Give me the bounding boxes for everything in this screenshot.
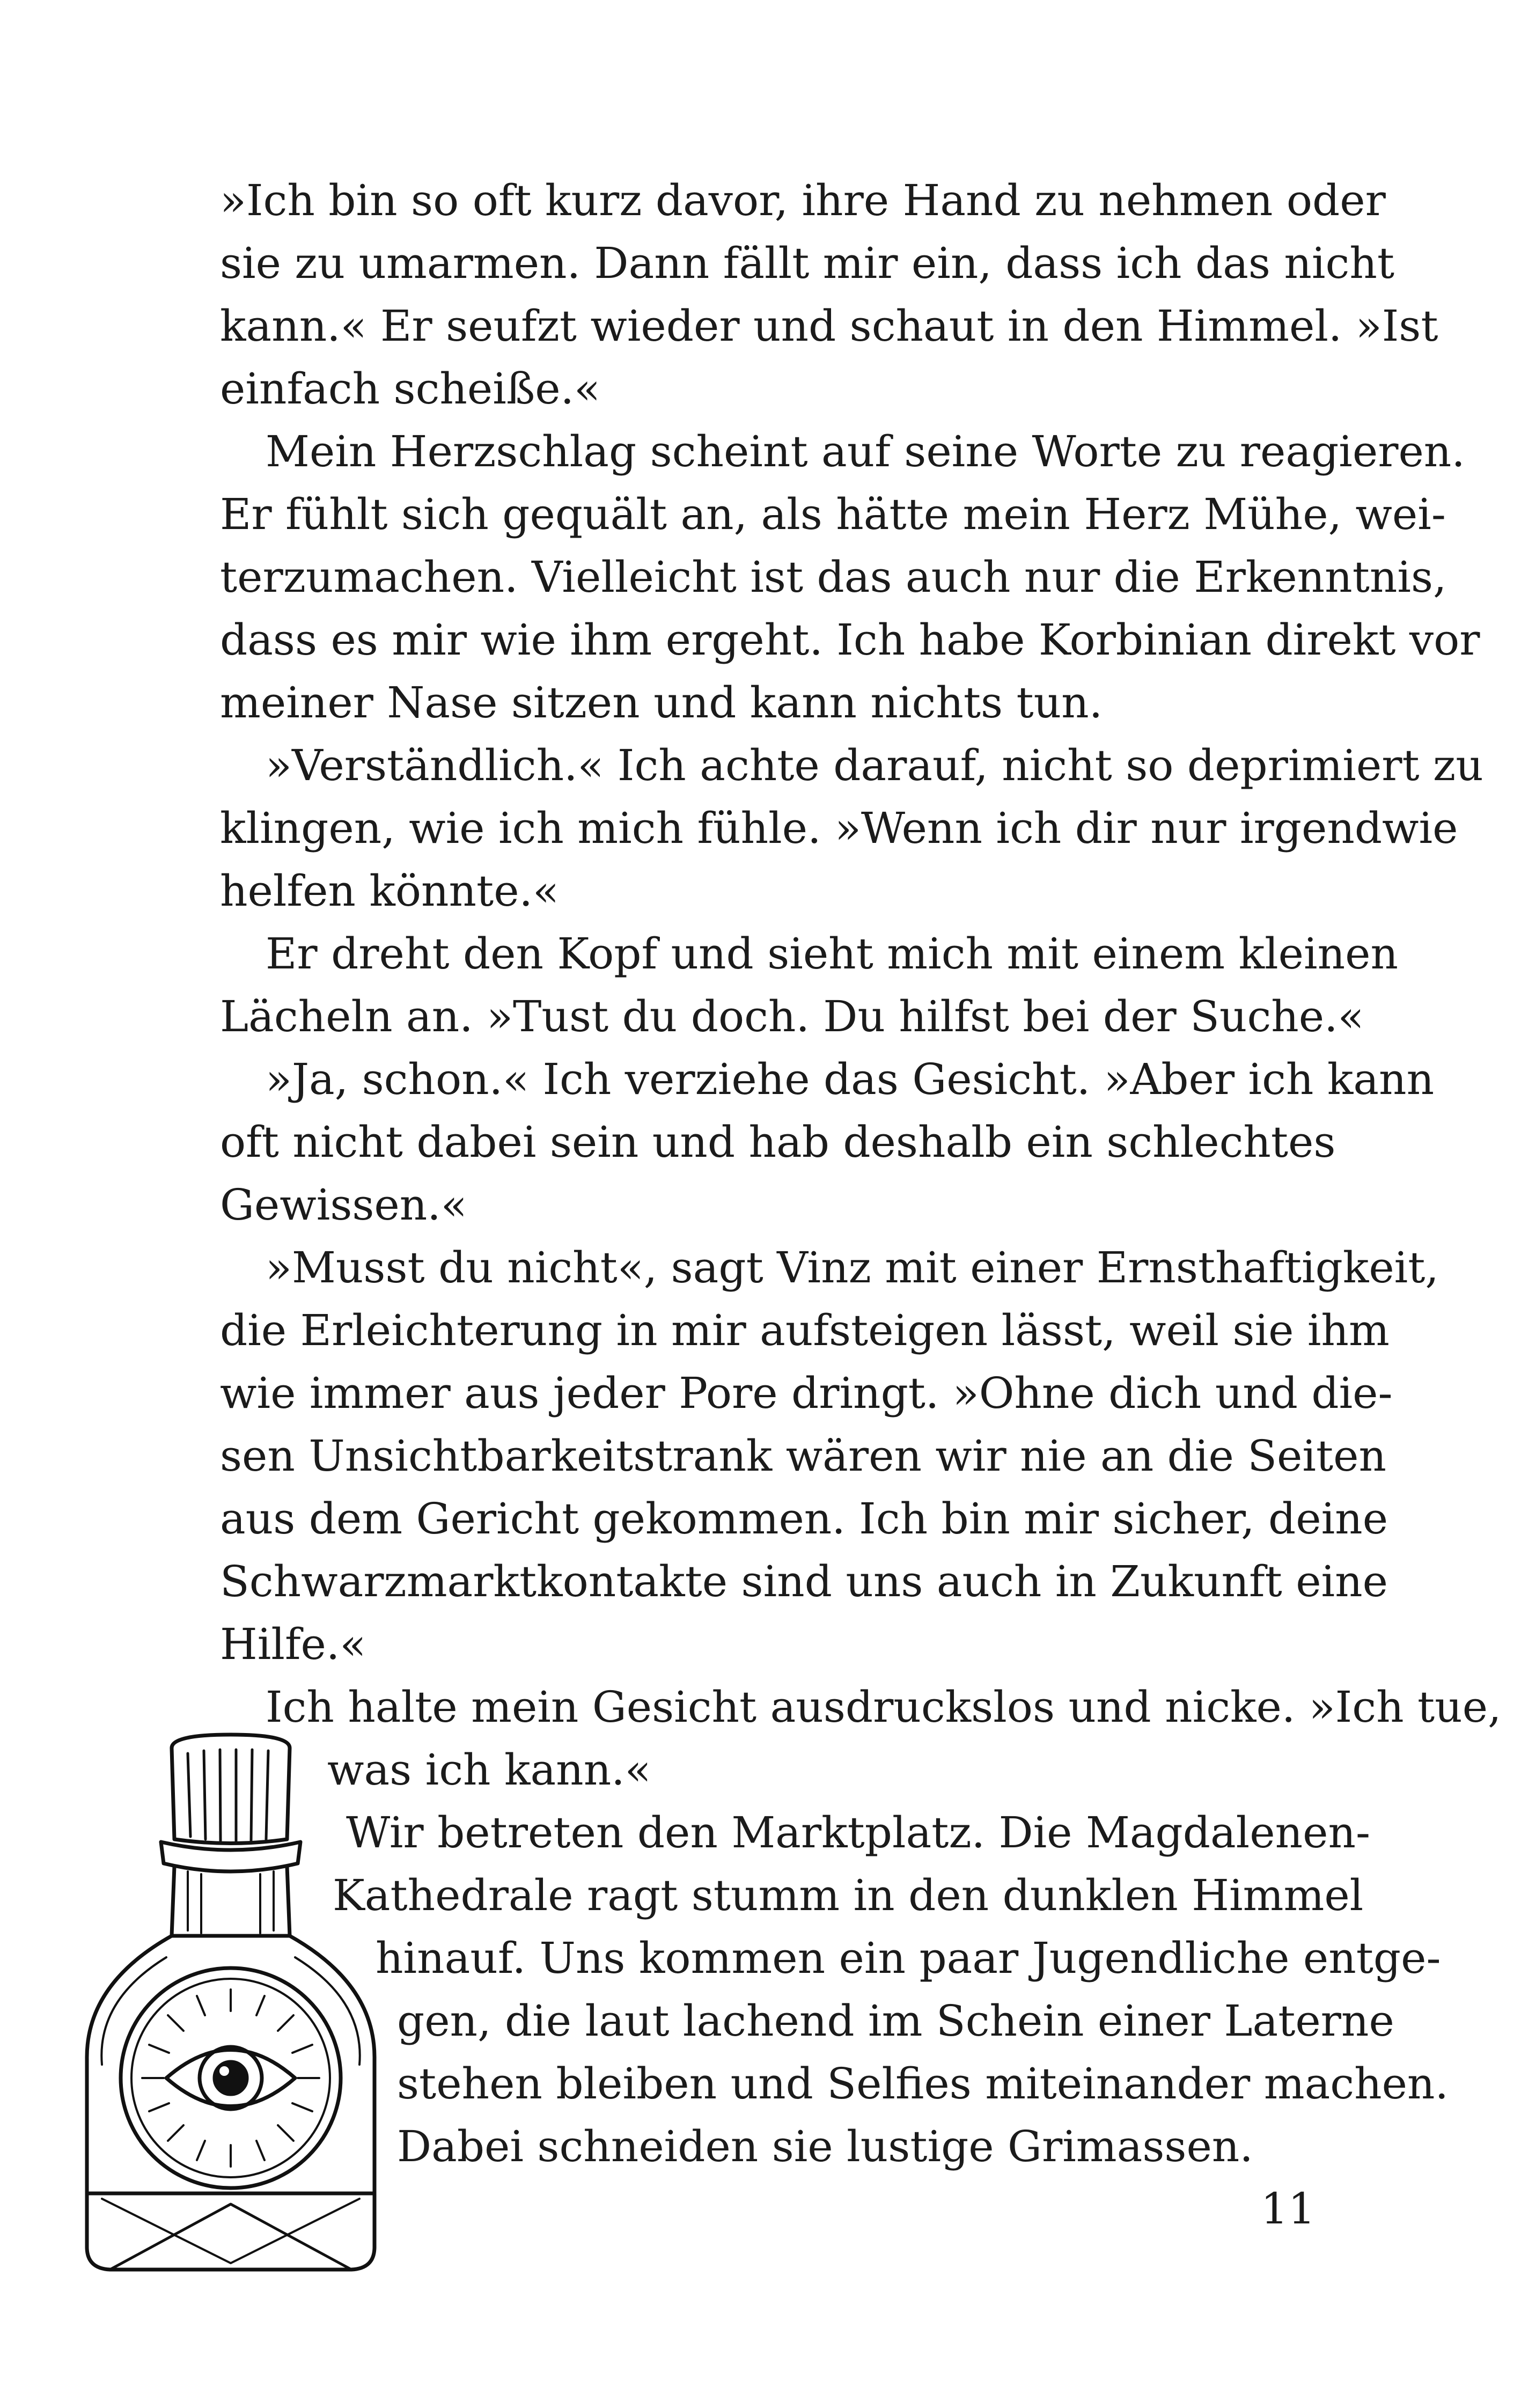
text-line: gen, die laut lachend im Schein einer Laterne: [397, 1996, 1394, 2046]
text-line: Hilfe.«: [220, 1619, 366, 1669]
text-line: was ich kann.«: [327, 1745, 651, 1795]
text-line: Wir betreten den Marktplatz. Die Magdalenen-: [346, 1808, 1371, 1858]
text-line: hinauf. Uns kommen ein paar Jugendliche entge-: [376, 1933, 1441, 1983]
text-line: Lächeln an. »Tust du doch. Du hilfst bei der Suche.«: [220, 992, 1364, 1041]
text-line: »Verständlich.« Ich achte darauf, nicht so deprimiert zu: [266, 740, 1483, 790]
text-line: Kathedrale ragt stumm in den dunklen Himmel: [333, 1870, 1364, 1920]
text-line: Ich halte mein Gesicht ausdruckslos und nicke. »Ich tue,: [266, 1682, 1502, 1732]
text-line: Schwarzmarktkontakte sind uns auch in Zukunft eine: [220, 1557, 1388, 1606]
text-line: »Ich bin so oft kurz davor, ihre Hand zu nehmen oder: [220, 175, 1386, 225]
text-line: stehen bleiben und Selfies miteinander machen.: [397, 2059, 1449, 2109]
potion-bottle-eye-icon: [80, 1732, 381, 2274]
text-line: sie zu umarmen. Dann fällt mir ein, dass ich das nicht: [220, 238, 1394, 288]
page-number: 11: [1261, 2184, 1316, 2234]
text-line: Mein Herzschlag scheint auf seine Worte zu reagieren.: [266, 427, 1465, 476]
text-line: klingen, wie ich mich fühle. »Wenn ich dir nur irgendwie: [220, 803, 1458, 853]
text-line: wie immer aus jeder Pore dringt. »Ohne dich und die-: [220, 1368, 1393, 1418]
text-line: helfen könnte.«: [220, 866, 559, 916]
text-line: Er dreht den Kopf und sieht mich mit einem kleinen: [266, 929, 1398, 979]
text-line: sen Unsichtbarkeitstrank wären wir nie an die Seiten: [220, 1431, 1386, 1481]
text-line: Gewissen.«: [220, 1180, 467, 1230]
text-line: Er fühlt sich gequält an, als hätte mein Herz Mühe, wei-: [220, 489, 1446, 539]
text-line: die Erleichterung in mir aufsteigen lässt, weil sie ihm: [220, 1305, 1390, 1355]
text-line: Dabei schneiden sie lustige Grimassen.: [397, 2121, 1253, 2171]
text-line: kann.« Er seufzt wieder und schaut in den Himmel. »Ist: [220, 301, 1438, 351]
text-line: »Ja, schon.« Ich verziehe das Gesicht. »Aber ich kann: [266, 1054, 1435, 1104]
text-line: aus dem Gericht gekommen. Ich bin mir sicher, deine: [220, 1494, 1388, 1544]
text-line: dass es mir wie ihm ergeht. Ich habe Korbinian direkt vor: [220, 615, 1480, 665]
text-line: einfach scheiße.«: [220, 364, 600, 414]
text-line: oft nicht dabei sein und hab deshalb ein schlechtes: [220, 1117, 1336, 1167]
text-line: terzumachen. Vielleicht ist das auch nur die Erkenntnis,: [220, 552, 1447, 602]
text-line: meiner Nase sitzen und kann nichts tun.: [220, 678, 1103, 728]
text-line: »Musst du nicht«, sagt Vinz mit einer Ernsthaftigkeit,: [266, 1243, 1439, 1293]
